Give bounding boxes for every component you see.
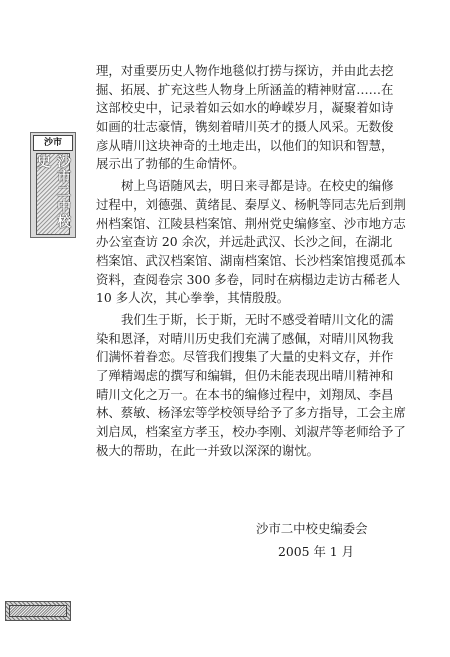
- text-line: 极大的帮助，在此一并致以深深的谢忱。: [96, 442, 320, 458]
- text-line: 如画的壮志豪情，镌刻着晴川英才的摄人风采。无数俊: [96, 119, 394, 135]
- paragraph-3: [96, 311, 406, 461]
- text-line: 办公室查访 20 余次，并远赴武汉、长沙之间，在湖北: [96, 234, 393, 250]
- side-tab-title: 沙市二中校史: [36, 153, 70, 235]
- text-line: 们满怀着眷恋。尽管我们搜集了大量的史料文存，并作: [96, 349, 394, 365]
- text-line: 晴川文化之万一。在本书的编修过程中，刘翔凤、李昌: [96, 386, 394, 402]
- text-line: 掘、拓展、扩充这些人物身上所涵盖的精神财富……在: [96, 81, 394, 97]
- text-line: 过程中，刘德强、黄绪昆、秦厚义、杨帆等同志先后到荆: [96, 196, 406, 212]
- paragraph-1: [96, 62, 396, 174]
- school-logo-mark: 沙市: [33, 135, 73, 151]
- paragraph-2: [96, 177, 406, 308]
- text-line: 了殚精竭虑的撰写和编辑，但仍未能表现出晴川精神和: [96, 368, 394, 383]
- text-line: 我们生于斯，长于斯，无时不感受着晴川文化的濡: [121, 311, 394, 327]
- text-line: 州档案馆、江陵县档案馆、荆州党史编修室、沙市地方志: [96, 215, 406, 231]
- signature-org: 沙市二中校史编委会: [256, 521, 368, 536]
- text-line: 档案馆、武汉档案馆、湖南档案馆、长沙档案馆搜觅孤本: [96, 252, 406, 268]
- footer-pattern: [9, 605, 67, 617]
- text-line: 资料，查阅卷宗 300 多卷，同时在病榻边走访古稀老人: [96, 271, 401, 287]
- side-chapter-tab: [30, 132, 76, 238]
- preface-body: [96, 62, 406, 461]
- text-line: 刘启凤，档案室方孝玉，校办李刚、刘淑芹等老师给予了: [96, 424, 406, 440]
- text-line: 10 多人次，其心拳拳，其情殷殷。: [96, 290, 290, 306]
- text-line: 理，对重要历史人物作地毯似打捞与探访，并由此去挖: [96, 63, 394, 78]
- text-line: 彦从晴川这块神奇的土地走出，以他们的知识和智慧，: [96, 137, 394, 153]
- text-line: 林、蔡敏、杨泽宏等学校领导给予了多方指导，工会主席: [96, 405, 406, 421]
- text-line: 染和恩泽，对晴川历史我们充满了感佩，对晴川风物我: [96, 330, 394, 346]
- signature-date: 2005 年 1 月: [278, 544, 355, 559]
- text-line: 树上鸟语随风去，明日来寻都是诗。在校史的编修: [121, 178, 394, 194]
- footer-decoration: [5, 601, 71, 621]
- text-line: 展示出了勃郁的生命情怀。: [96, 156, 245, 172]
- text-line: 这部校史中，记录着如云如水的峥嵘岁月，凝聚着如诗: [96, 100, 394, 116]
- signature-block: [256, 519, 368, 562]
